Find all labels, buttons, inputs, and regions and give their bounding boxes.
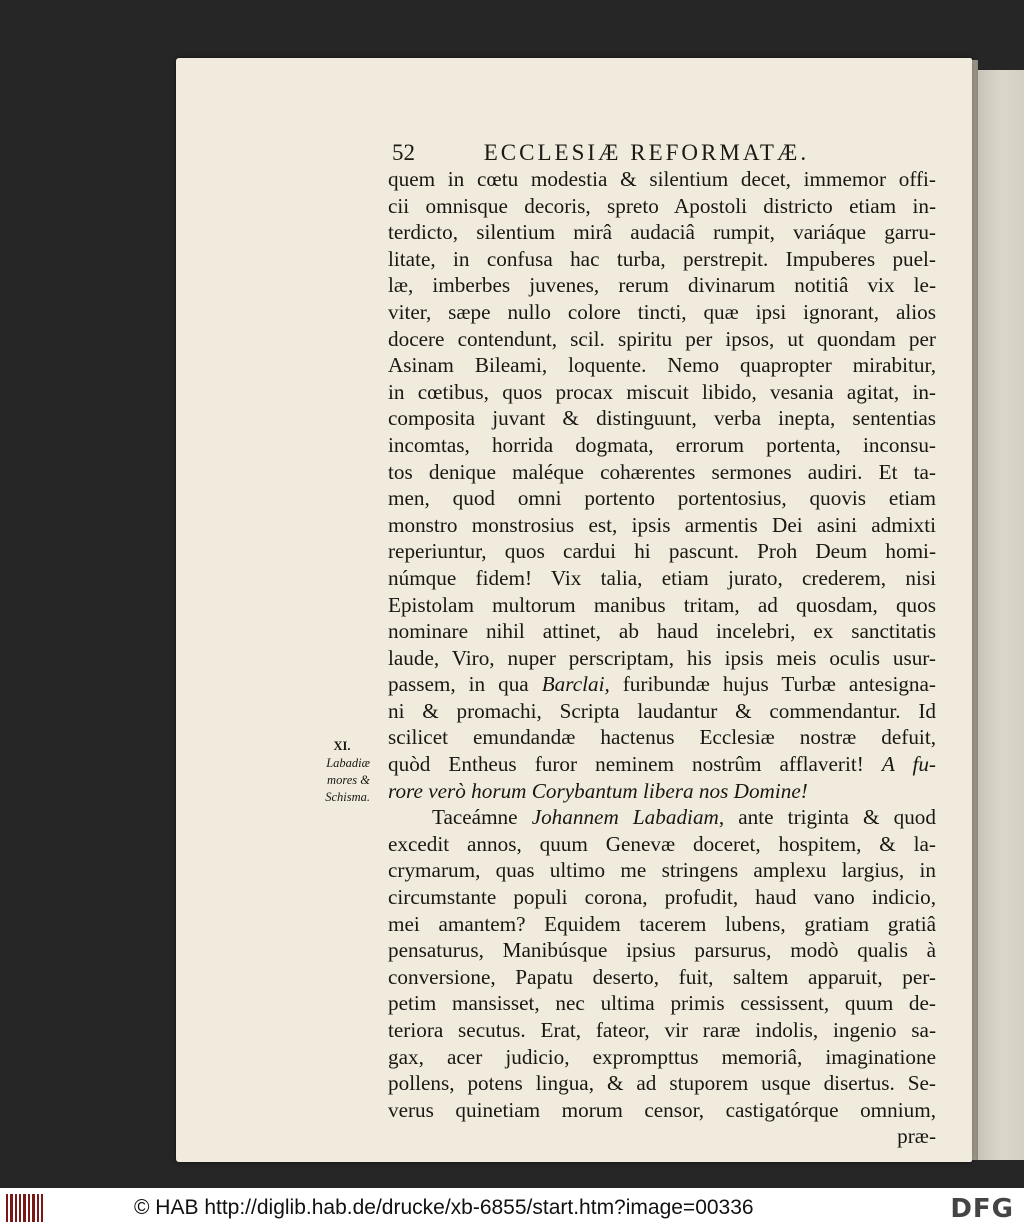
body-text — [388, 166, 936, 1150]
text-line: quem in cœtu modestia & silentium decet, immemor offi- — [388, 167, 936, 191]
text-line: excedit annos, quum Genevæ doceret, hospitem, & la- — [388, 831, 936, 856]
viewer-footer — [0, 1188, 1024, 1228]
text-line: pollens, potens lingua, & ad stuporem usque disertus. Se- — [388, 1071, 936, 1096]
source-url-link[interactable]: © HAB http://diglib.hab.de/drucke/xb-6855/start.htm?image=00336 — [134, 1196, 754, 1219]
text-line: conversione, Papatu deserto, fuit, saltem apparuit, per- — [388, 964, 936, 989]
text-line: docere contendunt, scil. spiritu per ipsos, ut quondam per — [388, 326, 936, 351]
text-line-labadia — [388, 804, 936, 831]
marginal-note-number: XI. — [333, 739, 351, 753]
running-title: ECCLESIÆ REFORMATÆ. — [483, 140, 810, 165]
text-line: mei amantem? Equidem tacerem lubens, gratiam gratiâ — [388, 911, 936, 936]
italic-segment: A fu- — [881, 752, 936, 777]
text-line: circumstante populi corona, profudit, haud vano indicio, — [388, 885, 936, 910]
text-line: gax, acer judicio, exprompttus memoriâ, imaginatione — [388, 1044, 936, 1069]
catchword: præ- — [897, 1124, 936, 1149]
running-header — [392, 140, 932, 166]
marginal-note — [300, 738, 370, 806]
text-segment: furibundæ hujus Turbæ antesigna- — [609, 672, 936, 697]
hab-barcode-logo — [6, 1194, 46, 1222]
text-line: monstro monstrosius est, ipsis armentis Dei asini admixti — [388, 512, 936, 537]
text-segment: passem, in qua — [388, 672, 542, 697]
dfg-logo-text: DFG — [950, 1194, 1014, 1224]
text-line: laude, Viro, nuper perscriptam, his ipsis meis oculis usur- — [388, 645, 936, 670]
text-line: teriora secutus. Erat, fateor, vir raræ indolis, ingenio sa- — [388, 1018, 936, 1042]
text-line: verus quinetiam morum censor, castigatórque omnium, — [388, 1097, 936, 1122]
text-line: crymarum, quas ultimo me stringens amplexu largius, in — [388, 858, 936, 883]
marginal-note-line: Labadiæ — [326, 756, 370, 770]
text-line: composita juvant & distinguunt, verba inepta, sententias — [388, 406, 936, 431]
marginal-note-line: Schisma. — [325, 790, 370, 804]
marginal-note-line: mores & — [327, 773, 370, 787]
text-line: Epistolam multorum manibus tritam, ad quosdam, quos — [388, 592, 936, 617]
text-line: terdicto, silentium mirâ audaciâ rumpit, variáque garru- — [388, 220, 936, 245]
italic-name-labadia: Johannem Labadiam — [531, 805, 719, 830]
text-line-furor — [388, 751, 936, 778]
text-segment: Taceámne — [432, 805, 532, 830]
text-segment: , ante triginta & quod — [718, 805, 936, 830]
facing-page-edge — [978, 70, 1024, 1160]
text-line: nominare nihil attinet, ab haud incelebri, ex sanctitatis — [388, 619, 936, 644]
text-line: cii omnisque decoris, spreto Apostoli districto etiam in- — [388, 193, 936, 218]
dfg-logo — [950, 1194, 1014, 1224]
text-line: ni & promachi, Scripta laudantur & commendantur. Id — [388, 698, 936, 723]
text-segment: quòd Entheus furor neminem nostrûm afflaverit! — [388, 752, 882, 777]
text-line: litate, in confusa hac turba, perstrepit. Impuberes puel- — [388, 246, 936, 271]
page-number: 52 — [392, 140, 415, 165]
text-line: viter, sæpe nullo colore tincti, quæ ipsi ignorant, alios — [388, 299, 936, 324]
text-line: scilicet emundandæ hactenus Ecclesiæ nostræ defuit, — [388, 725, 936, 750]
italic-name-barclai: Barclai, — [541, 672, 610, 697]
text-line: Asinam Bileami, loquente. Nemo quapropter mirabitur, — [388, 353, 936, 378]
text-line: tos denique maléque cohærentes sermones audiri. Et ta- — [388, 459, 936, 484]
text-line: læ, imberbes juvenes, rerum divinarum notitiâ vix le- — [388, 273, 936, 298]
text-line: númque fidem! Vix talia, etiam jurato, crederem, nisi — [388, 565, 936, 590]
text-line: in cœtibus, quos procax miscuit libido, vesania agitat, in- — [388, 379, 936, 404]
text-line-prayer: rore verò horum Corybantum libera nos Domine! — [388, 778, 808, 803]
text-line: reperiuntur, quos cardui hi pascunt. Proh Deum homi- — [388, 539, 936, 564]
text-line-barclai — [388, 671, 936, 698]
text-line: incomtas, horrida dogmata, errorum portenta, inconsu- — [388, 432, 936, 457]
text-line: pensaturus, Manibúsque ipsius parsurus, modò qualis à — [388, 938, 936, 963]
text-line: men, quod omni portento portentosius, quovis etiam — [388, 486, 936, 511]
text-line: petim mansisset, nec ultima primis cessissent, quum de- — [388, 991, 936, 1016]
